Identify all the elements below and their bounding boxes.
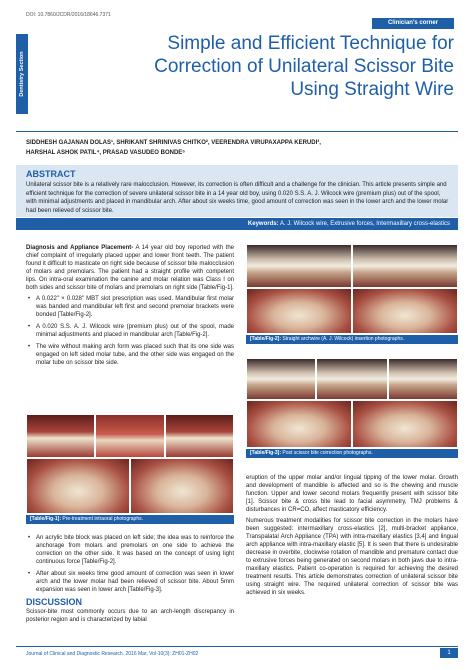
figure-3-caption [246,449,458,458]
intro-heading: Diagnosis and Appliance Placement- [26,245,134,251]
caption-text: Pre-treatment intraoral photographs. [62,516,144,522]
figure-1 [26,414,234,524]
intraoral-photo [26,414,95,458]
author-line: SIDDHESH GAJANAN DOLAS¹, SHRIKANT SHRINIVAS CHITKO², VEERENDRA VIRUPAXAPPA KERUDI³, [26,140,321,146]
abstract-heading: ABSTRACT [26,169,76,179]
intro-text: A 14 year old boy reported with the chief complaint of irregularly placed upper and lower front teeth. The patient found it difficult to masticate on right side because of scissor bite malocclusion of molars and premolars. The patient had a straight profile with competent lips. On intra-oral examination the canine and molar relation was Class I on both sides and scissor bite of molars and premolars on right side [Table/Fig-1]. [26,245,234,291]
section-side-bar [16,34,28,114]
procedure-list-continued [26,534,234,594]
journal-footer: Journal of Clinical and Diagnostic Research. 2016 Mar, Vol-10(3): ZH01-ZH02 [26,651,199,657]
section-side-label: Dentistry Section [19,51,25,97]
title-line: Correction of Unilateral Scissor Bite [154,56,454,77]
discussion-text: Scissor-bite most commonly occurs due to an arch-length discrepancy in posterior region and is characterized by labial [26,609,234,623]
caption-label: [Table/Fig-2]: [250,336,282,342]
figure-3 [246,358,458,458]
author-list [26,138,454,158]
intraoral-photo [165,414,234,458]
page-number: 1 [440,648,458,658]
intraoral-photo [26,458,130,514]
figure-1-caption [26,515,234,524]
procedure-list [26,295,234,367]
abstract-text: Unilateral scissor bite is a relatively rare malocclusion. However, its correction is often difficult and a challenge for the clinician. This article presents simple and efficient technique for the correction of severe unilateral scissor bite in a 14 year old boy, using 0.020 S.S. A. J. Wilcock wire (premium plus) out of the spool, with minimal adjustments and placed in mandibular arch. After about six weeks time, good amount of correction was seen in the lower arch and the lower molar had been relieved of scissor bite. [26,182,449,214]
caption-label: [Table/Fig-3]: [250,450,282,456]
caption-text: Straight archwire (A. J. Wilcock) insertion photographs. [282,336,405,342]
discussion-heading: DISCUSSION [26,597,83,607]
intraoral-photo [130,458,234,514]
paragraph: Numerous treatment modalities for scissor bite correction in the molars have been suggested: intermaxillary cross-elastics [2], multi-bracket appliance, Transpalatal Arch Appliance (TPA) with intra-maxillary elastics [3,4] and lingual arch appliance with intra-maxillary elastic [5]. It is seen that there is undesirable decrease in overbite, clockwise rotation of mandible and premature contact due to extrusive forces being generated on second molars in both jaws due to intra-maxillary elastics. Patient co-operation is required for achieving the desired treatment results. This article demonstrates correction of unilateral scissor bite using straight wire. The required unilateral correction of scissor bite was achieved in six weeks. [246,518,458,596]
right-column-text [246,474,458,600]
list-item: • A 0.022" × 0.028" MBT slot prescription was used. Mandibular first molar was banded and mandibular left first and second premolar brackets were bonded [Table/Fig-2]. [36,295,234,319]
left-column-text-continued [26,534,234,624]
keywords-text: A. J. Wilcock wire, Extrusive forces, Intermaxillary cross-elastics [279,221,450,227]
intraoral-photo [246,400,352,448]
intro-paragraph [26,244,234,292]
intraoral-photo [246,288,352,334]
caption-label: [Table/Fig-1]: [30,516,62,522]
intraoral-photo [352,288,458,334]
figure-2-caption [246,335,458,344]
author-line: HARSHAL ASHOK PATIL⁴, PRASAD VASUDEO BONDE⁵ [26,150,186,156]
figure-2 [246,244,458,344]
section-badge: Clinician's corner [372,18,454,29]
intraoral-photo [95,414,165,458]
article-title [120,32,454,101]
left-column-text [26,244,234,371]
title-line: Simple and Efficient Technique for [167,33,454,54]
intraoral-photo [388,358,458,400]
keywords-bar [16,218,458,230]
keywords-label: Keywords: [247,221,279,227]
intraoral-photo [352,244,458,288]
intraoral-photo [246,244,352,288]
doi-text: DOI: 10.7860/JCDR/2016/18646.7371 [26,12,111,18]
header-divider [16,131,458,132]
list-item: • The wire without making arch form was placed such that its one side was engaged on left sided molar tube, and the other side was engaged on the molar tube on scissor bite side. [36,343,234,367]
title-line: Using Straight Wire [290,79,454,100]
intraoral-photo [316,358,388,400]
intraoral-photo [352,400,458,448]
intraoral-photo [246,358,316,400]
list-item: • A 0.020 S.S. A. J. Wilcock wire (premium plus) out of the spool, made minimal adjustments and placed in mandibular arch [Table/Fig-2]. [36,323,234,339]
list-item: • An acrylic bite block was placed on left side; the idea was to reinforce the anchorage from molars and premolars on one side to achieve the correction on the other side. It was based on the concept of using light continuous force [Table/Fig-2]. [36,534,234,566]
footer-divider [16,646,458,647]
caption-text: Post scissor bite correction photographs. [282,450,373,456]
list-item: • After about six weeks time good amount of correction was seen in lower arch and the lower molar had been relieved of scissor bite. About 5mm expansion was seen in lower arch [Table/Fig-3]. [36,570,234,594]
paragraph: eruption of the upper molar and/or lingual tipping of the lower molar. Growth and development of mandible is affected and so is the chewing and muscle function. Upper and lower second molars frequently present with scissor bite [1]. Scissor bite & cross bite lead to facial asymmetry, TMJ problems & disturbances in CR=CO, affect masticatory efficiency. [246,475,458,513]
